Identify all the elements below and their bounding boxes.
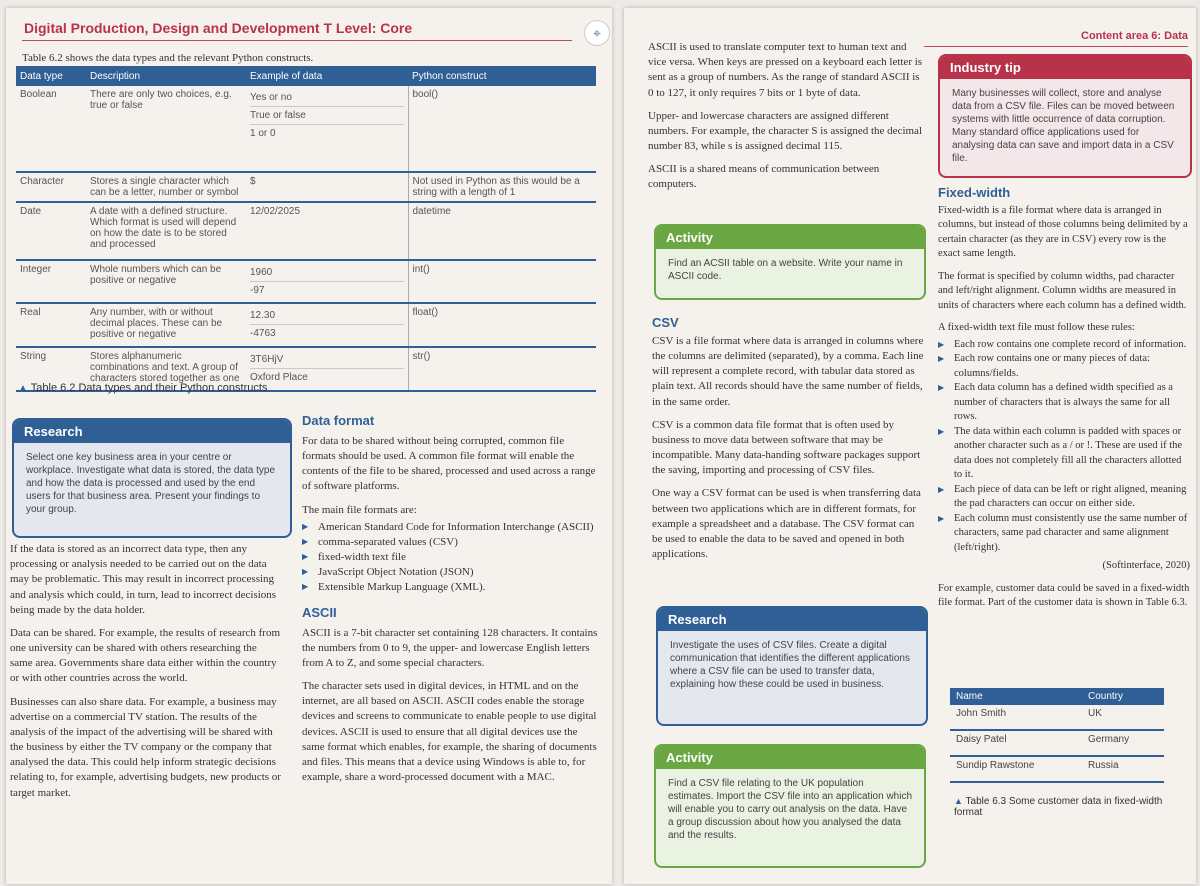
activity-title: Activity: [656, 746, 924, 769]
table-row: [16, 202, 596, 260]
activity-box: [654, 224, 926, 300]
paragraph: For example, customer data could be saved in a fixed-width file format. Part of the customer data is shown in Table 6.3.: [938, 582, 1190, 609]
cell-examples: [246, 260, 408, 303]
cell-desc: Whole numbers which can be positive or negative: [86, 260, 246, 303]
col-header-python: Python construct: [408, 66, 596, 86]
paragraph: ASCII is a 7-bit character set containing 128 characters. It contains the numbers from 0 to 9, the upper- and lowercase English letters from A to Z, and some special characters.: [302, 626, 598, 669]
research-title: Research: [658, 608, 926, 631]
data-types-table: [16, 66, 596, 392]
col-header-country: Country: [1082, 688, 1164, 705]
cell-type: Date: [16, 202, 86, 260]
fixed-width-section: [938, 184, 1190, 619]
caption-marker-icon: ▲: [954, 796, 963, 806]
caption-text: Table 6.3 Some customer data in fixed-width format: [954, 796, 1163, 818]
cell-examples: [246, 347, 408, 391]
table-row: [950, 756, 1164, 782]
paragraph: The format is specified by column widths, pad character and left/right alignment. Column widths are measured in units of characters where each column has a defined width.: [938, 270, 1187, 311]
paragraph: ASCII is a shared means of communication between computers.: [648, 163, 880, 191]
cell-desc: Stores a single character which can be a letter, number or symbol: [86, 172, 246, 202]
industry-tip-body: Many businesses will collect, store and analyse data from a CSV file. Files can be moved between systems with little occurrence of data corruption. Many standard office applications used for analysing data can save and import data in a CSV file.: [952, 88, 1175, 164]
table-caption: [954, 796, 1184, 818]
caption-text: Table 6.2 Data types and their Python constructs: [30, 382, 268, 394]
cell-python: float(): [408, 303, 596, 347]
customer-table: [950, 688, 1164, 783]
list-item: ▶ American Standard Code for Information Interchange (ASCII): [302, 520, 600, 535]
example-value: 3T6HjV: [250, 351, 404, 369]
example-value: -4763: [250, 328, 276, 339]
research-title: Research: [14, 420, 290, 443]
rules-intro: A fixed-width text file must follow these rules:: [938, 322, 1135, 334]
right-page: [624, 8, 1196, 884]
example-value: 1960: [250, 264, 404, 282]
fixed-width-heading: Fixed-width: [938, 185, 1011, 200]
table-row: [950, 705, 1164, 730]
paragraph: If the data is stored as an incorrect data type, then any processing or analysis needed to be carried out on the data may be problematic. This may result in incorrect processing and analysis which could, in turn, lead to incorrect decisions being made by the data holder.: [10, 543, 277, 616]
list-item: ▶ Each column must consistently use the same number of characters, same pad character and same alignment (left/right).: [938, 512, 1190, 555]
table-row: [16, 86, 596, 172]
cell-country: UK: [1082, 705, 1164, 730]
caption-marker-icon: ▲: [18, 383, 28, 394]
list-item: ▶ fixed-width text file: [302, 550, 600, 565]
paragraph: Businesses can also share data. For example, a business may advertise on a commercial TV station. The results of the analysis of the impact of the advertising will be shared with the business by either the TV company or the company that analysed the data. This could help inform strategic decisions relating to, for example, advertising budgets, new products or target market.: [10, 695, 281, 799]
activity-box: [654, 744, 926, 868]
activity-body: Find a CSV file relating to the UK population estimates. Import the CSV file into an application which will enable you to carry out analysis on the data. Have a group discussion about how you analysed the data and the results.: [668, 778, 913, 841]
cell-name: Daisy Patel: [950, 730, 1082, 756]
csv-section: [652, 314, 926, 570]
left-column-text: [10, 542, 282, 809]
list-item: ▶ comma-separated values (CSV): [302, 535, 600, 550]
table-intro: Table 6.2 shows the data types and the relevant Python constructs.: [22, 52, 314, 64]
list-item: ▶ Each row contains one or many pieces of data: columns/fields.: [938, 352, 1190, 381]
research-box: [656, 606, 928, 726]
cell-type: Boolean: [16, 86, 86, 172]
research-body: Select one key business area in your centre or workplace. Investigate what data is stored, the data type and how the data is processed and used by the end users for that business area. Present your findings to your group.: [26, 452, 276, 515]
col-header-desc: Description: [86, 66, 246, 86]
cell-type: Integer: [16, 260, 86, 303]
cell-examples: [246, 86, 408, 172]
cell-type: Character: [16, 172, 86, 202]
data-format-heading: Data format: [302, 413, 375, 428]
example-value: -97: [250, 285, 265, 296]
cell-name: Sundip Rawstone: [950, 756, 1082, 782]
list-intro: The main file formats are:: [302, 503, 417, 516]
cell-python: str(): [408, 347, 596, 391]
cell-name: John Smith: [950, 705, 1082, 730]
list-item: ▶ JavaScript Object Notation (JSON): [302, 565, 600, 580]
paragraph: Data can be shared. For example, the results of research from one university can be shared with others researching the same area. Governments share data either within the country or with other countries across the world.: [10, 626, 280, 685]
list-item: ▶ Each piece of data can be left or right aligned, meaning the pad characters can occur on either side.: [938, 483, 1190, 512]
scan-icon[interactable]: ⌖: [584, 20, 610, 46]
paragraph: CSV is a file format where data is arranged in columns where the columns are delimited (separated), by a comma. Each line will represent a complete record, with tabular data stored as plain text. All records should have the same number of fields, in the same order.: [652, 334, 924, 408]
industry-tip-box: [938, 54, 1192, 178]
industry-tip-title: Industry tip: [940, 56, 1190, 79]
cell-python: Not used in Python as this would be a string with a length of 1: [408, 172, 596, 202]
cell-desc: Stores alphanumeric combinations and text. A group of characters stored together as one: [86, 347, 246, 391]
cell-country: Russia: [1082, 756, 1164, 782]
cell-desc: A date with a defined structure. Which format is used will depend on how the date is to be stored and processed: [86, 202, 246, 260]
research-box: [12, 418, 292, 538]
paragraph: Upper- and lowercase characters are assigned different numbers. For example, the character S is assigned the decimal number 83, while s is assigned decimal 115.: [648, 109, 922, 153]
table-row: [16, 303, 596, 347]
activity-title: Activity: [656, 226, 924, 249]
chapter-header: Digital Production, Design and Development T Level: Core: [24, 20, 413, 36]
example-value: $: [246, 172, 408, 202]
csv-heading: CSV: [652, 315, 679, 330]
example-value: Oxford Place: [250, 372, 308, 383]
data-format-section: [302, 412, 600, 793]
list-item: ▶ The data within each column is padded with spaces or another character such as a / or !. These are used if the data does not completely fill all the characters allotted to it.: [938, 425, 1190, 483]
content-area-header: Content area 6: Data: [1081, 30, 1188, 42]
paragraph: One way a CSV format can be used is when transferring data between two applications which are in different formats, for example a spreadsheet and a database. The CSV format can be used to enable the data to be saved and opened in both applications.: [652, 487, 921, 561]
table-row: [16, 172, 596, 202]
cell-type: String: [16, 347, 86, 391]
cell-python: datetime: [408, 202, 596, 260]
list-item: ▶ Extensible Markup Language (XML).: [302, 580, 600, 595]
activity-body: Find an ACSII table on a website. Write your name in ASCII code.: [668, 258, 903, 282]
list-item: ▶ Each row contains one complete record of information.: [938, 338, 1190, 352]
ascii-heading: ASCII: [302, 604, 337, 620]
table-row: [950, 730, 1164, 756]
cell-python: bool(): [408, 86, 596, 172]
header-rule: [924, 46, 1188, 47]
list-item: ▶ Each data column has a defined width specified as a number of characters that is always the same for all rows.: [938, 381, 1190, 424]
paragraph: Fixed-width is a file format where data is arranged in columns, but instead of those columns being delimited by a certain character (as they are in CSV) every row is the exact same length.: [938, 204, 1188, 260]
example-value: 12.30: [250, 307, 404, 325]
cell-examples: [246, 303, 408, 347]
example-value: 1 or 0: [250, 128, 276, 139]
cell-desc: Any number, with or without decimal places. These can be positive or negative: [86, 303, 246, 347]
paragraph: ASCII is used to translate computer text to human text and vice versa. When keys are pressed on a keyboard each letter is sent as a group of numbers. As the range of standard ASCII is 0 to 127, it only requires 7 bits or 1 byte of data.: [648, 41, 923, 99]
col-header-example: Example of data: [246, 66, 408, 86]
col-header-name: Name: [950, 688, 1082, 705]
rules-list: [938, 338, 1190, 555]
cell-type: Real: [16, 303, 86, 347]
cell-desc: There are only two choices, e.g. true or false: [86, 86, 246, 172]
cell-python: int(): [408, 260, 596, 303]
cell-country: Germany: [1082, 730, 1164, 756]
table-caption: [18, 382, 267, 394]
example-value: Yes or no: [250, 89, 404, 107]
example-value: True or false: [250, 107, 404, 125]
paragraph: For data to be shared without being corrupted, common file formats should be used. A common file format will enable the contents of the file to be shared, processed and used across a range of software platforms.: [302, 434, 596, 493]
research-body: Investigate the uses of CSV files. Create a digital communication that identifies the different applications where a CSV file can be used to transfer data, explaining how these could be used in business.: [670, 640, 910, 690]
example-value: 12/02/2025: [246, 202, 408, 260]
paragraph: CSV is a common data file format that is often used by business to move data between software that may be incompatible. Many data-handing software packages support the saving, importing and processing of CSV files.: [652, 418, 921, 477]
source-citation: (Softinterface, 2020): [1102, 560, 1190, 572]
file-format-list: [302, 520, 600, 596]
paragraph: The character sets used in digital devices, in HTML and on the internet, are all based on ASCII. ASCII codes enable the storage devices and screens to communicate to enable people to use digital devices. ASCII is used to ensure that all digital devices use the same format which enables, for example, the sharing of documents and files. This means that a device using Windows is able to, for example, share a word-processed document with a MAC.: [302, 680, 597, 784]
ascii-continued: [648, 40, 924, 201]
col-header-type: Data type: [16, 66, 86, 86]
header-rule: [22, 40, 572, 41]
table-row: [16, 260, 596, 303]
left-page: [6, 8, 612, 884]
